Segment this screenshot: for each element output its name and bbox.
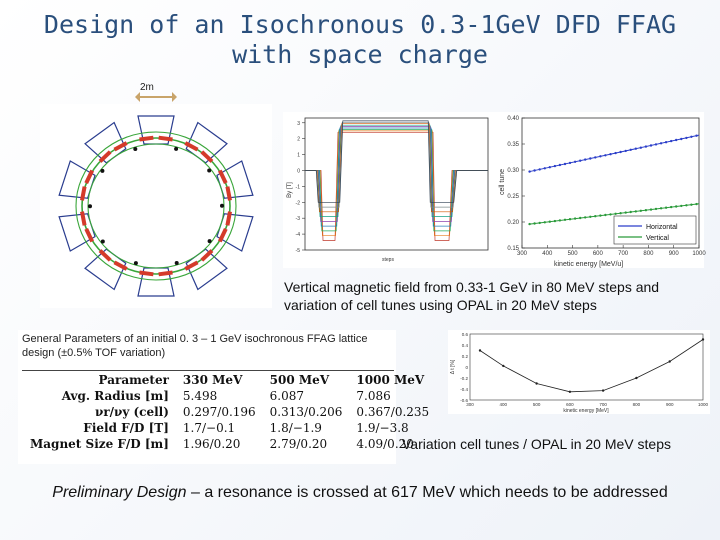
tune-point: [564, 163, 566, 165]
tune-point: [528, 223, 530, 225]
beam-orbit: [88, 144, 224, 268]
table-cell: 5.498: [182, 389, 218, 403]
table-cell: 6.087: [269, 389, 305, 403]
tune-point: [660, 207, 662, 209]
tune-point: [594, 215, 596, 217]
beam-orbit: [76, 132, 236, 280]
plot-frame: [305, 118, 488, 250]
y-axis-label: By [T]: [287, 182, 293, 198]
tune-point: [599, 214, 601, 216]
table-header-row: [26, 372, 439, 388]
footer-italic: Preliminary Design: [52, 484, 187, 501]
footer-text: – a resonance is crossed at 617 MeV which needs to be addressed: [186, 484, 668, 501]
y-tick-label: -3: [295, 216, 300, 223]
y-axis-label: cell tune: [499, 168, 506, 196]
y-tick-label: 0.20: [507, 220, 519, 226]
x-tick-label: 500: [567, 251, 578, 257]
y-tick-label: 0.30: [507, 168, 519, 174]
tune-point: [584, 158, 586, 160]
table-header-cell: 1000 MeV: [356, 373, 425, 387]
x-tick-label: 400: [499, 402, 508, 407]
x-axis-label: steps: [382, 257, 394, 263]
x-axis-label: kinetic energy [MeV]: [563, 408, 609, 414]
x-tick-label: 400: [542, 251, 553, 257]
parameters-panel: [18, 330, 430, 464]
table-cell: Field F/D [T]: [83, 421, 169, 435]
tune-point: [645, 209, 647, 211]
tune-point: [614, 152, 616, 154]
tune-point: [690, 136, 692, 138]
table-cell: 0.313/0.206: [269, 405, 343, 419]
tof-point: [569, 391, 571, 393]
tof-point: [479, 349, 481, 351]
tune-point: [564, 219, 566, 221]
tune-point: [680, 205, 682, 207]
table-cell: 1.9/−3.8: [356, 421, 409, 435]
tune-point: [609, 213, 611, 215]
tune-point: [574, 161, 576, 163]
tune-point: [685, 137, 687, 139]
tune-point: [559, 219, 561, 221]
x-tick-label: 500: [532, 402, 541, 407]
tune-plot: [494, 112, 704, 268]
tune-point: [554, 220, 556, 222]
x-tick-label: 600: [566, 402, 574, 407]
tof-point: [669, 360, 671, 362]
diagnostic-dot: [174, 147, 178, 151]
y-tick-label: -4: [295, 232, 300, 239]
x-tick-label: 900: [668, 251, 679, 257]
y-tick-label: 0.4: [461, 343, 468, 348]
table-row: [26, 436, 439, 452]
table-header-cell: 330 MeV: [182, 373, 243, 387]
table-cell: 1.7/−0.1: [182, 421, 236, 435]
tune-point: [670, 140, 672, 142]
tune-point: [589, 157, 591, 159]
tune-point: [604, 154, 606, 156]
tune-point: [544, 167, 546, 169]
table-cell: 1.8/−1.9: [269, 421, 322, 435]
tune-point: [645, 145, 647, 147]
quad-marker: [139, 271, 153, 277]
tune-point: [655, 208, 657, 210]
x-tick-label: 300: [516, 251, 528, 257]
tune-point: [619, 151, 621, 153]
x-axis-label: kinetic energy [MeV/u]: [554, 261, 624, 268]
table-cell: νr/νy (cell): [95, 405, 169, 419]
legend-label: Vertical: [646, 235, 669, 242]
y-tick-label: -0.4: [460, 387, 468, 392]
diagnostic-dot: [175, 261, 179, 265]
scale-label: 2m: [140, 82, 154, 93]
tune-point: [559, 164, 561, 166]
tune-point: [544, 221, 546, 223]
tune-point: [533, 169, 535, 171]
diagnostic-dot: [88, 204, 92, 208]
tune-point: [695, 203, 697, 205]
diagnostic-dot: [101, 240, 105, 244]
tof-point: [602, 389, 604, 391]
tune-plot-svg: [494, 112, 704, 268]
tof-point: [635, 377, 637, 379]
tune-point: [609, 153, 611, 155]
diagnostic-dot: [133, 147, 137, 151]
tune-point: [554, 165, 556, 167]
tune-point: [670, 206, 672, 208]
tune-point: [619, 212, 621, 214]
diagnostic-dot: [100, 169, 104, 173]
tune-point: [528, 170, 530, 172]
tune-point: [665, 207, 667, 209]
quad-marker: [158, 136, 172, 142]
tune-point: [655, 143, 657, 145]
y-tick-label: 1: [297, 152, 300, 159]
y-tick-label: 0.6: [461, 332, 468, 337]
x-tick-label: 800: [643, 251, 654, 257]
y-tick-label: -2: [295, 200, 300, 207]
tof-point: [535, 382, 537, 384]
tune-point: [614, 213, 616, 215]
y-tick-label: -1: [295, 184, 300, 191]
tune-point: [635, 210, 637, 212]
x-tick-label: 700: [618, 251, 629, 257]
tune-point: [665, 141, 667, 143]
y-tick-label: 3: [297, 120, 300, 127]
x-tick-label: 1000: [697, 402, 709, 407]
y-tick-label: -0.2: [460, 376, 468, 381]
tune-point: [539, 168, 541, 170]
tune-point: [685, 204, 687, 206]
y-tick-label: 0.2: [461, 354, 468, 359]
diagnostic-dot: [134, 261, 138, 265]
y-tick-label: 0: [297, 168, 300, 175]
tune-point: [604, 214, 606, 216]
y-tick-label: -5: [295, 248, 300, 254]
tof-plot-svg: [448, 330, 710, 414]
tune-point: [630, 149, 632, 151]
tune-point: [640, 210, 642, 212]
tune-point: [630, 211, 632, 213]
divider: [22, 370, 394, 371]
tune-point: [539, 222, 541, 224]
footer-note: [40, 482, 680, 503]
x-tick-label: 1000: [692, 251, 706, 257]
table-cell: 0.297/0.196: [182, 405, 256, 419]
slide-title: Design of an Isochronous 0.3-1GeV DFD FFAG with space charge: [43, 10, 677, 69]
x-tick-label: 300: [466, 402, 474, 407]
table-cell: 0.367/0.235: [356, 405, 430, 419]
tune-point: [675, 205, 677, 207]
field-plot: [283, 112, 528, 268]
tof-plot: [448, 330, 710, 414]
caption-field: Vertical magnetic field from 0.33-1 GeV in 80 MeV steps and variation of cell tunes using OPAL in 20 MeV steps: [284, 279, 660, 313]
tune-point: [660, 142, 662, 144]
tune-point: [625, 211, 627, 213]
y-axis-label: Δ t [%]: [450, 359, 456, 375]
table-header-cell: Parameter: [98, 373, 169, 387]
tune-point: [599, 155, 601, 157]
tune-point: [690, 204, 692, 206]
table-row: [26, 404, 439, 420]
x-tick-label: 600: [592, 251, 603, 257]
ring-lattice-svg: [40, 104, 272, 308]
legend-label: Horizontal: [646, 224, 678, 231]
diagnostic-dot: [220, 204, 224, 208]
table-cell: 2.79/0.20: [269, 437, 328, 451]
tune-point: [549, 166, 551, 168]
tof-point: [702, 338, 704, 340]
y-tick-label: 0.40: [507, 116, 519, 122]
tune-point: [650, 208, 652, 210]
parameters-table: [26, 372, 439, 452]
tune-point: [533, 222, 535, 224]
tune-point: [574, 217, 576, 219]
tune-point: [569, 218, 571, 220]
x-tick-label: 800: [632, 402, 641, 407]
magnet-outline: [215, 208, 253, 251]
parameters-heading: General Parameters of an initial 0. 3 – 1 GeV isochronous FFAG lattice design (±0.5% TOF variation): [22, 333, 368, 359]
tune-point: [675, 139, 677, 141]
y-tick-label: -0.6: [460, 398, 468, 403]
magnet-outline: [59, 208, 97, 251]
y-tick-label: 2: [297, 136, 300, 143]
tof-point: [502, 365, 504, 367]
y-tick-label: 0.35: [507, 142, 519, 148]
y-tick-label: 0: [465, 365, 468, 370]
table-cell: Avg. Radius [m]: [61, 389, 169, 403]
tune-point: [549, 221, 551, 223]
tune-point: [635, 148, 637, 150]
x-tick-label: 900: [665, 402, 674, 407]
quad-marker: [139, 136, 153, 142]
table-header-cell: 500 MeV: [269, 373, 330, 387]
x-tick-label: 700: [599, 402, 607, 407]
tune-point: [589, 216, 591, 218]
table-cell: 7.086: [356, 389, 391, 403]
ring-lattice-diagram: [40, 104, 272, 308]
tune-point: [579, 160, 581, 162]
tune-point: [650, 144, 652, 146]
scale-arrow: [136, 96, 176, 98]
quad-marker: [158, 271, 172, 277]
magnet-outline: [215, 161, 253, 204]
magnet-outline: [59, 161, 97, 204]
table-cell: 4.09/0.20: [356, 437, 414, 451]
tune-point: [579, 217, 581, 219]
table-cell: Magnet Size F/D [m]: [30, 437, 169, 451]
tune-point: [584, 216, 586, 218]
y-tick-label: 0.25: [507, 194, 519, 200]
tune-point: [569, 162, 571, 164]
tune-point: [640, 147, 642, 149]
tune-point: [594, 156, 596, 158]
field-plot-svg: [283, 112, 493, 268]
table-row: [26, 420, 439, 436]
diagnostic-dot: [207, 169, 211, 173]
diagnostic-dot: [208, 239, 212, 243]
table-row: [26, 388, 439, 404]
tune-point: [680, 138, 682, 140]
y-tick-label: 0.15: [507, 246, 519, 252]
table-cell: 1.96/0.20: [182, 437, 241, 451]
tune-point: [625, 150, 627, 152]
caption-tof: Variation cell tunes / OPAL in 20 MeV steps: [402, 436, 671, 452]
tune-point: [695, 135, 697, 137]
